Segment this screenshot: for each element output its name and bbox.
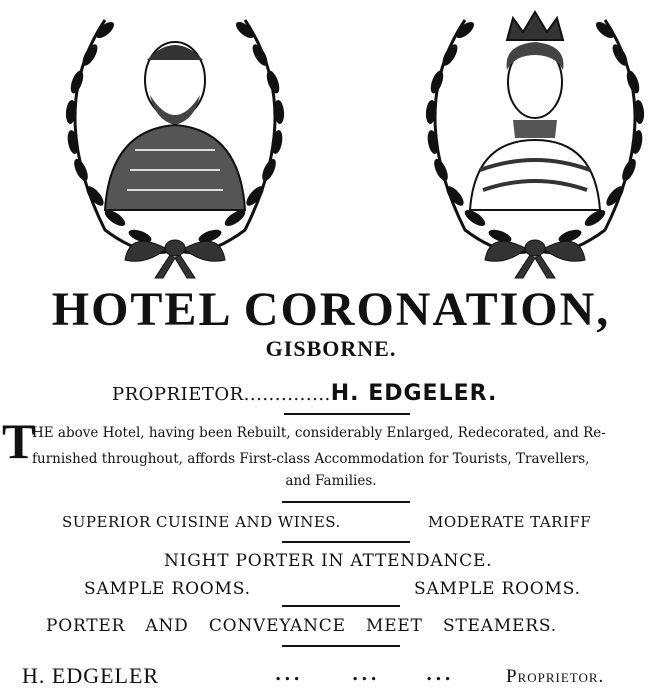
queen-portrait-engraving — [395, 0, 662, 280]
footer-dots: ... — [426, 664, 454, 685]
bust-queen — [470, 12, 600, 210]
sample-rooms-right: SAMPLE ROOMS. — [414, 579, 581, 599]
description-line-1: HE above Hotel, having been Rebuilt, considerably Enlarged, Redecorated, and Re- — [32, 425, 606, 441]
drop-cap: T — [2, 413, 36, 469]
leader-dots: .............. — [243, 384, 331, 405]
hotel-name-heading: HOTEL CORONATION, — [51, 283, 611, 336]
footer-dots: ... — [352, 664, 380, 685]
night-porter-text: NIGHT PORTER IN ATTENDANCE. — [164, 551, 493, 571]
divider — [282, 501, 410, 503]
description-line-2: furnished throughout, affords First-class Accommodation for Tourists, Travellers, — [32, 451, 590, 467]
proprietor-label: PROPRIETOR — [112, 384, 244, 405]
cuisine-text: SUPERIOR CUISINE AND WINES. — [62, 513, 341, 531]
divider — [282, 605, 400, 607]
ribbon-bow — [125, 240, 225, 278]
king-portrait-engraving — [35, 0, 315, 280]
divider — [282, 645, 400, 647]
proprietor-name: H. EDGELER. — [330, 381, 498, 406]
footer-title: Proprietor. — [506, 666, 605, 687]
ribbon-bow — [485, 240, 585, 278]
sample-rooms-left: SAMPLE ROOMS. — [84, 579, 251, 599]
tariff-text: MODERATE TARIFF — [428, 513, 592, 531]
porter-conveyance-text: PORTER AND CONVEYANCE MEET STEAMERS. — [46, 616, 557, 636]
bust-king — [105, 42, 245, 210]
footer-name: H. EDGELER — [22, 663, 160, 688]
hotel-city: GISBORNE. — [265, 336, 397, 361]
description-line-3: and Families. — [285, 473, 377, 489]
divider — [284, 413, 410, 415]
proprietor-line — [112, 381, 592, 406]
divider — [282, 541, 410, 543]
footer-dots: ... — [275, 664, 303, 685]
